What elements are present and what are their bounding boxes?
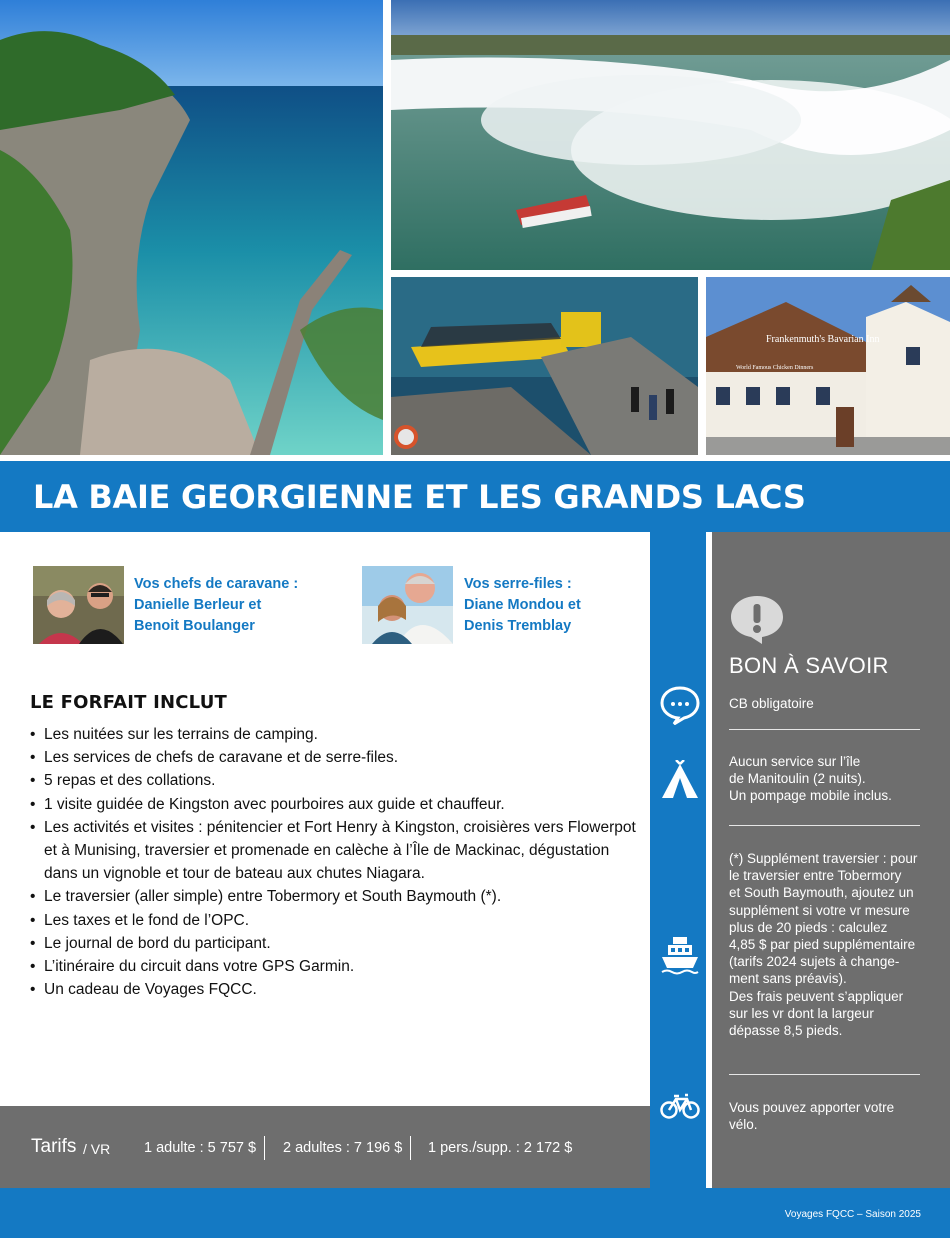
forfait-item: • 5 repas et des collations. (30, 769, 642, 792)
tarif-pers-supp: 1 pers./supp. : 2 172 $ (428, 1140, 573, 1156)
page-title: LA BAIE GEORGIENNE ET LES GRANDS LACS (33, 478, 806, 516)
tarifs-label: Tarifs (31, 1136, 77, 1157)
note-cb: CB obligatoire (729, 696, 814, 711)
tarif-divider (264, 1136, 265, 1160)
inn-sign-text: Frankenmuth's Bavarian Inn (766, 334, 880, 345)
tarif-1-adulte: 1 adulte : 5 757 $ (144, 1140, 257, 1156)
forfait-item: • Le traversier (aller simple) entre Tobermory et South Baymouth (*). (30, 885, 642, 908)
tour-boat-dock-photo (391, 277, 698, 455)
speech-bubble-icon (660, 685, 700, 725)
exclamation-bubble-icon (729, 594, 785, 644)
divider (729, 729, 920, 730)
inn-banner-text: World Famous Chicken Dinners (736, 365, 814, 371)
note-manitoulin: Aucun service sur l’île de Manitoulin (2 nuits). Un pompage mobile inclus. (729, 754, 892, 804)
tarifs-unit: / VR (83, 1141, 111, 1157)
forfait-item: • Les taxes et le fond de l’OPC. (30, 909, 642, 932)
bavarian-inn-photo (706, 277, 950, 455)
bon-a-savoir-title: BON À SAVOIR (729, 653, 889, 678)
note-supplement-traversier: (*) Supplément traversier : pour le traversier entre Tobermory et South Baymouth, ajoutez un supplément si votre vr mesure plus de 20 pieds : calculez 4,85 $ par pied supplémentaire (tarifs 2024 sujets à change- ment sans préavis). Des frais peuvent s’appliquer sur les vr dont la largeur dépasse 8,5 pieds. (729, 851, 918, 1039)
forfait-list (30, 723, 642, 1001)
tarifs-band (0, 1106, 650, 1188)
forfait-item: • Le journal de bord du participant. (30, 932, 642, 955)
forfait-title: LE FORFAIT INCLUT (30, 692, 227, 713)
forfait-item: • Les services de chefs de caravane et de serre-files. (30, 746, 642, 769)
footer (0, 1188, 950, 1238)
title-band (0, 461, 950, 532)
tarif-divider (410, 1136, 411, 1160)
footer-text: Voyages FQCC – Saison 2025 (784, 1209, 921, 1220)
rocky-cove-photo (0, 0, 383, 455)
chefs-caravane-portrait (33, 566, 124, 644)
serre-files-portrait (362, 566, 453, 644)
forfait-item: • Les nuitées sur les terrains de camping. (30, 723, 642, 746)
forfait-item: • 1 visite guidée de Kingston avec pourboires aux guide et chauffeur. (30, 793, 642, 816)
tarif-2-adultes: 2 adultes : 7 196 $ (283, 1140, 403, 1156)
bicycle-icon (660, 1085, 700, 1125)
note-velo: Vous pouvez apporter votre vélo. (729, 1100, 895, 1133)
ferry-icon (660, 935, 700, 975)
forfait-item: • Un cadeau de Voyages FQCC. (30, 978, 642, 1001)
niagara-falls-photo (391, 0, 950, 270)
chefs-caravane-text: Vos chefs de caravane : Danielle Berleur et Benoit Boulanger (134, 576, 299, 634)
divider (729, 1074, 920, 1075)
forfait-item: • L’itinéraire du circuit dans votre GPS Garmin. (30, 955, 642, 978)
serre-files-text: Vos serre-files : Diane Mondou et Denis Tremblay (464, 576, 581, 634)
forfait-item: • Les activités et visites : pénitencier et Fort Henry à Kingston, croisières vers Flowerpot et à Munising, traversier et promenade en calèche à l’Île de Mackinac, dégustation dans un vignoble et tour de bateau aux chutes Niagara. (30, 816, 642, 886)
divider (729, 825, 920, 826)
tent-icon (660, 760, 700, 800)
